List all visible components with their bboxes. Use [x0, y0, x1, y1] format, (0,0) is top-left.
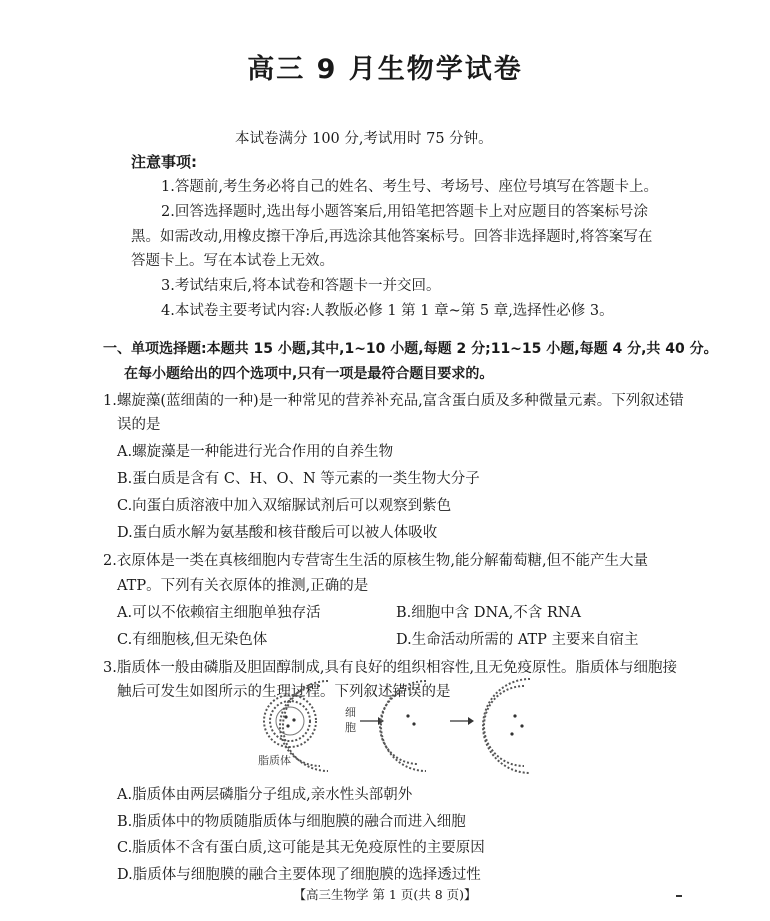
- option-d: D.生命活动所需的 ATP 主要来自宿主: [396, 632, 639, 648]
- question-stem: 触后可发生如图所示的生理过程。下列叙述错误的是: [117, 684, 451, 700]
- arrow-right-icon: [450, 717, 474, 725]
- question-stem: 2.衣原体是一类在真核细胞内专营寄生生活的原核生物,能分解葡萄糖,但不能产生大量: [103, 553, 649, 569]
- page-title: 高三 9 月生物学试卷: [247, 54, 523, 85]
- option-d: D.脂质体与细胞膜的融合主要体现了细胞膜的选择透过性: [117, 867, 481, 883]
- section-instruction: 在每小题给出的四个选项中,只有一项是最符合题目要求的。: [124, 366, 494, 382]
- liposome-label: 脂质体: [258, 754, 291, 767]
- option-c: C.向蛋白质溶液中加入双缩脲试剂后可以观察到紫色: [117, 498, 452, 514]
- note-line: 黑。如需改动,用橡皮擦干净后,再选涂其他答案标号。回答非选择题时,将答案写在: [131, 229, 653, 245]
- fusing-membrane-icon: [380, 681, 426, 771]
- exam-info: 本试卷满分 100 分,考试用时 75 分钟。: [235, 131, 493, 147]
- corner-mark: [676, 895, 682, 897]
- note-line: 答题卡上。写在本试卷上无效。: [131, 253, 334, 269]
- note-line: 1.答题前,考生务必将自己的姓名、考生号、考场号、座位号填写在答题卡上。: [161, 179, 658, 195]
- cell-label-2: 胞: [345, 721, 356, 734]
- option-a: A.可以不依赖宿主细胞单独存活: [117, 605, 321, 621]
- option-b: B.蛋白质是含有 C、H、O、N 等元素的一类生物大分子: [117, 471, 480, 487]
- question-stem: 误的是: [117, 417, 161, 433]
- option-b: B.脂质体中的物质随脂质体与细胞膜的融合而进入细胞: [117, 814, 466, 830]
- option-a: A.脂质体由两层磷脂分子组成,亲水性头部朝外: [117, 787, 413, 803]
- option-d: D.蛋白质水解为氨基酸和核苷酸后可以被人体吸收: [117, 525, 438, 541]
- fused-membrane-icon: [483, 679, 530, 773]
- cell-label-1: 细: [345, 706, 356, 719]
- option-a: A.螺旋藻是一种能进行光合作用的自养生物: [117, 444, 394, 460]
- option-b: B.细胞中含 DNA,不含 RNA: [396, 605, 581, 621]
- note-line: 2.回答选择题时,选出每小题答案后,用铅笔把答题卡上对应题目的答案标号涂: [161, 204, 649, 220]
- note-line: 3.考试结束后,将本试卷和答题卡一并交回。: [161, 278, 441, 294]
- question-stem: 3.脂质体一般由磷脂及胆固醇制成,具有良好的组织相容性,且无免疫原性。脂质体与细胞接: [103, 660, 678, 676]
- option-c: C.有细胞核,但无染色体: [117, 632, 268, 648]
- note-line: 4.本试卷主要考试内容:人教版必修 1 第 1 章~第 5 章,选择性必修 3。: [161, 303, 614, 319]
- option-c: C.脂质体不含有蛋白质,这可能是其无免疫原性的主要原因: [117, 840, 485, 856]
- question-stem: 1.螺旋藻(蓝细菌的一种)是一种常见的营养补充品,富含蛋白质及多种微量元素。下列叙述错: [103, 393, 684, 409]
- notes-heading: 注意事项:: [131, 153, 197, 171]
- page-footer: 【高三生物学 第 1 页(共 8 页)】: [293, 887, 477, 902]
- question-stem: ATP。下列有关衣原体的推测,正确的是: [117, 578, 369, 594]
- liposome-fusion-figure: [250, 676, 540, 776]
- section-heading: 一、单项选择题:本题共 15 小题,其中,1~10 小题,每题 2 分;11~15 小题,每题 4 分,共 40 分。: [103, 341, 718, 357]
